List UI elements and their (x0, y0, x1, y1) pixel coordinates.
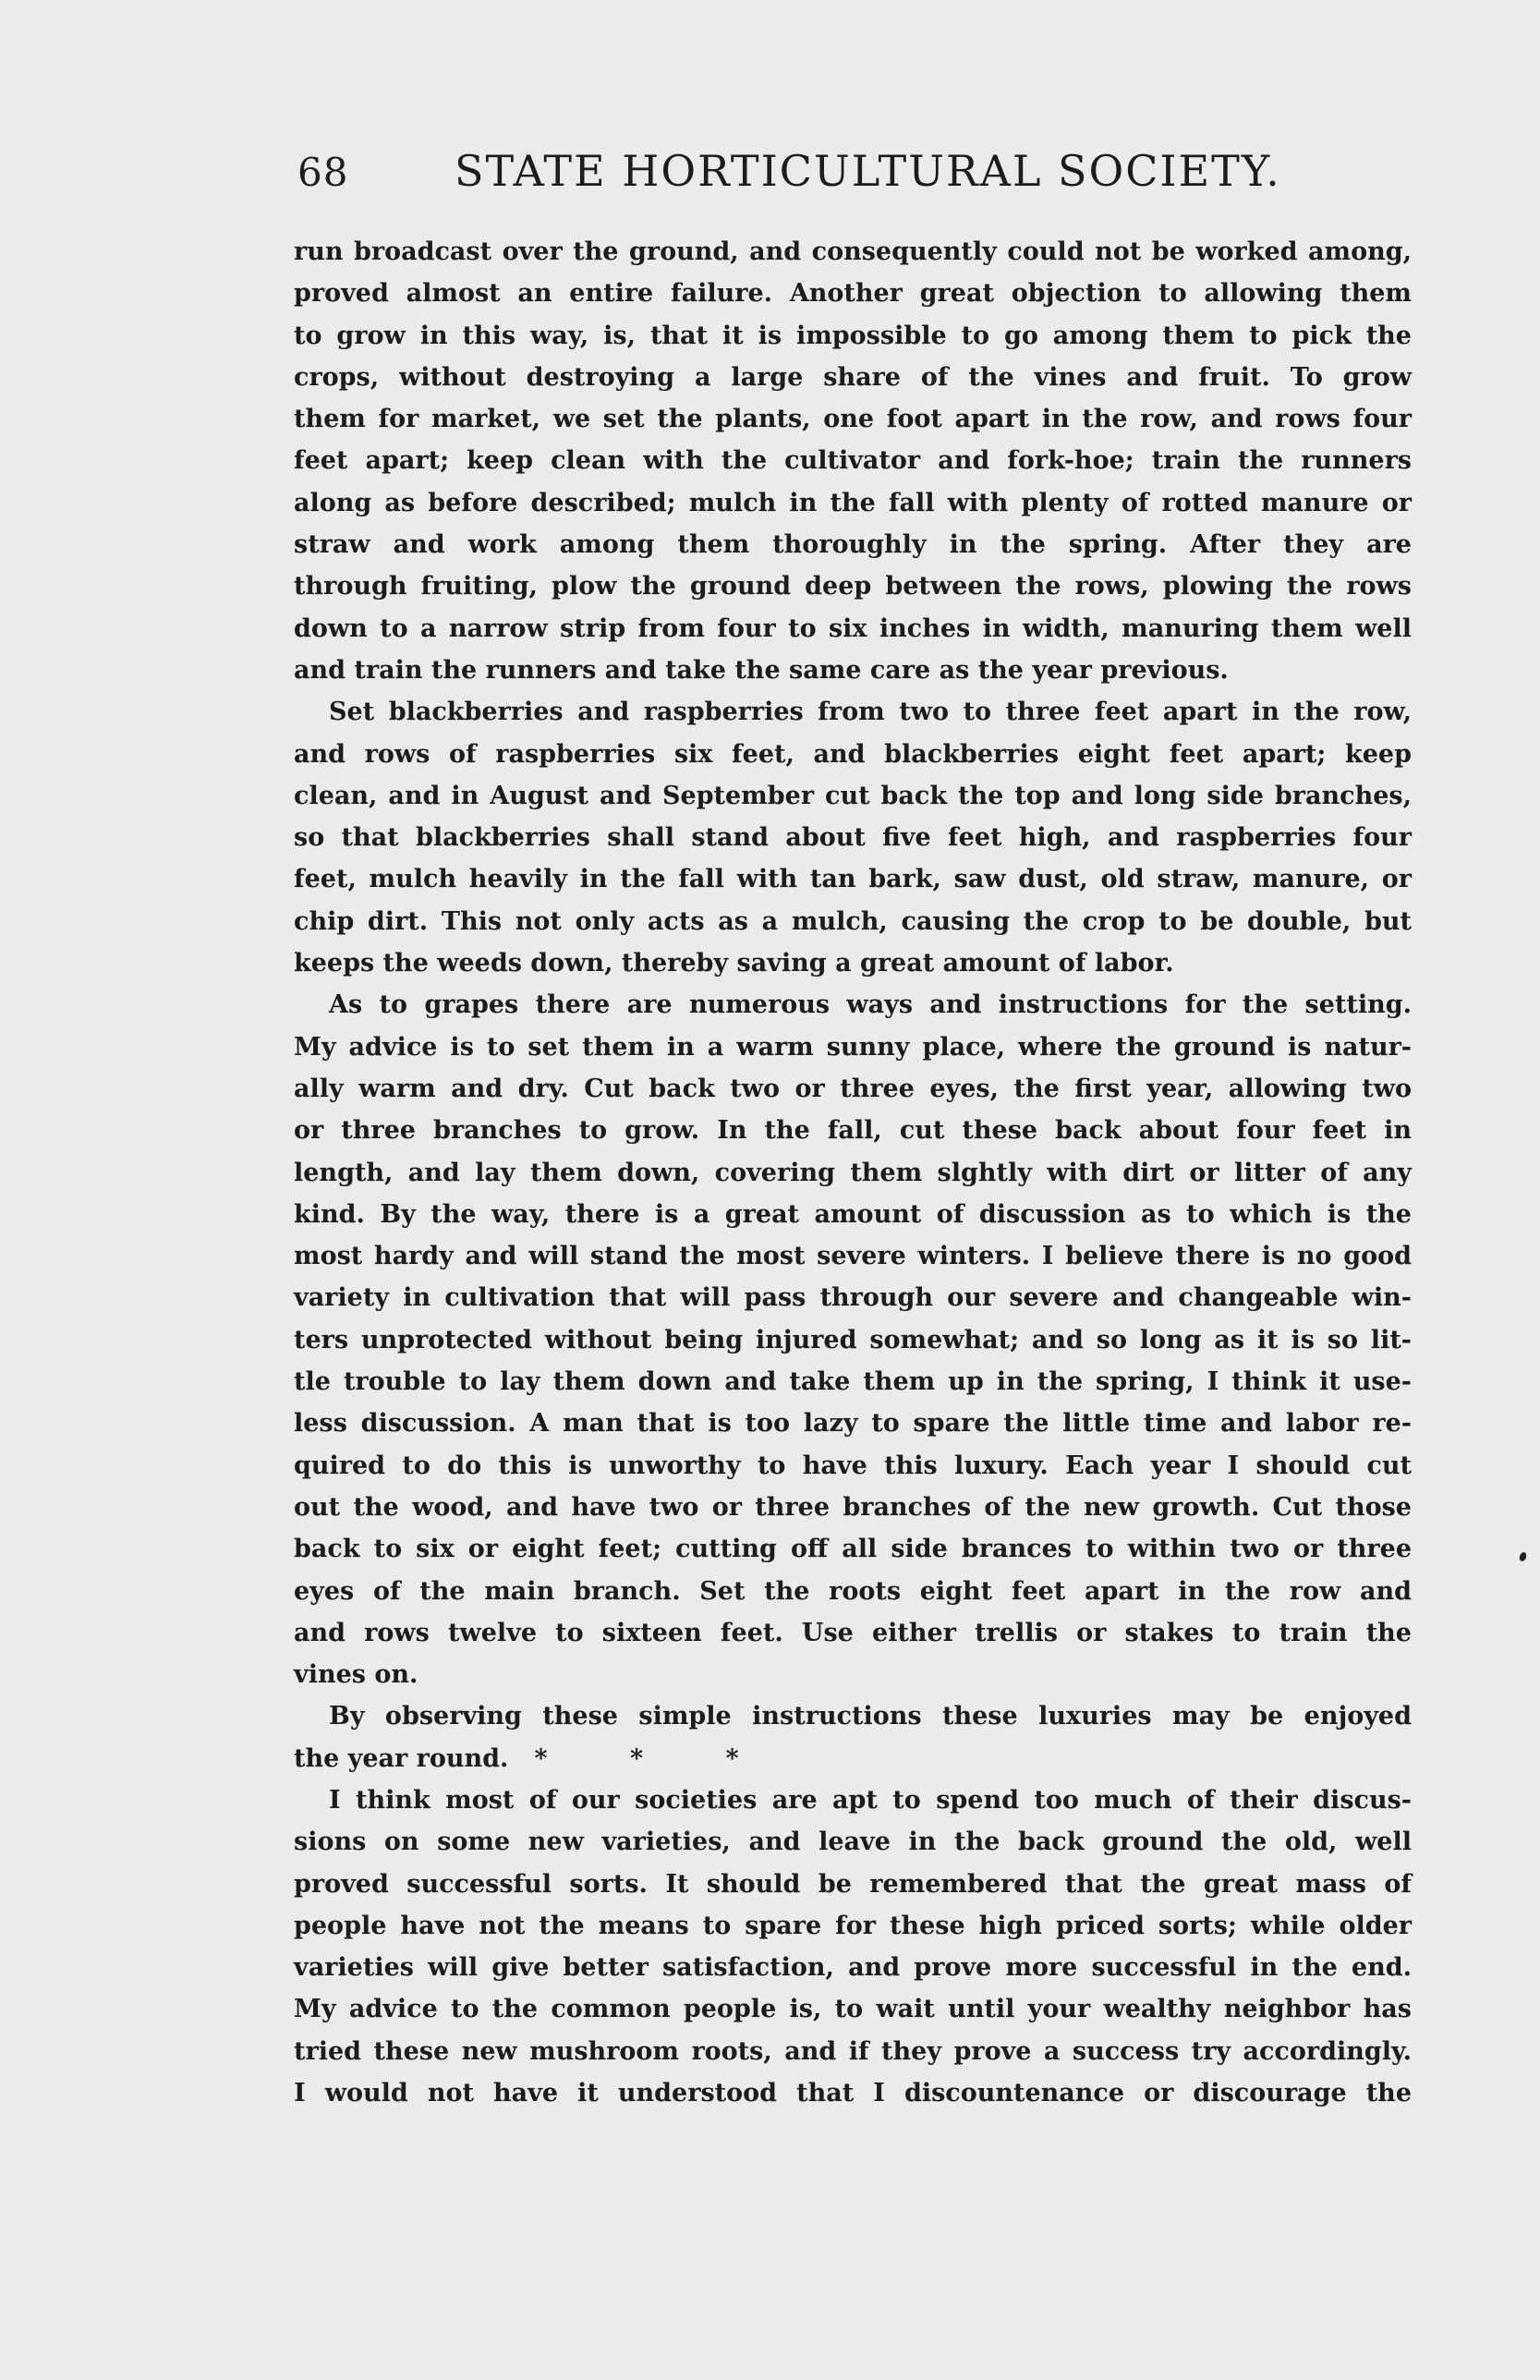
text-line (294, 1947, 1412, 1988)
text-line-content: out the wood, and have two or three branches of the new growth. Cut those (294, 1492, 1412, 1522)
text-line (294, 231, 1412, 273)
text-line-content: along as before described; mulch in the fall with plenty of rotted manure or (294, 488, 1412, 517)
text-line-content: varieties will give better satisfaction, and prove more successful in the end. (294, 1953, 1412, 1983)
text-line (294, 398, 1412, 440)
text-line (294, 1361, 1412, 1402)
text-line-content: them for market, we set the plants, one foot apart in the row, and rows four (294, 405, 1412, 434)
text-line (294, 650, 1412, 691)
text-line (294, 1319, 1412, 1361)
text-line-content: so that blackberries shall stand about five feet high, and raspberries four (294, 823, 1412, 853)
text-line (294, 482, 1412, 524)
text-line-content: sions on some new varieties, and leave in the back ground the old, well (294, 1828, 1412, 1857)
text-line-content: and rows twelve to sixteen feet. Use either trellis or stakes to train the (294, 1618, 1412, 1647)
text-line (294, 1277, 1412, 1318)
text-line-content: ters unprotected without being injured somewhat; and so long as it is so lit- (294, 1325, 1412, 1354)
text-line-content: the year round. (294, 1743, 509, 1773)
text-line (294, 691, 1412, 733)
text-line (294, 984, 1412, 1026)
text-line (294, 1612, 1412, 1654)
text-line (294, 1194, 1412, 1235)
text-line (294, 1235, 1412, 1277)
text-line (294, 1068, 1412, 1110)
text-line-content: I would not have it understood that I discountenance or discourage the (294, 2079, 1412, 2108)
text-line (294, 440, 1412, 481)
running-title: STATE HORTICULTURAL SOCIETY. (455, 146, 1281, 196)
text-line-content: vines on. (294, 1660, 418, 1690)
text-line-content: kind. By the way, there is a great amount of discussion as to which is the (294, 1199, 1412, 1229)
text-line-content: back to six or eight feet; cutting off all side brances to within two or three (294, 1535, 1412, 1564)
text-line (294, 315, 1412, 357)
text-line (294, 524, 1412, 565)
text-line-content: and rows of raspberries six feet, and blackberries eight feet apart; keep (294, 739, 1412, 769)
text-line-content: most hardy and will stand the most severe winters. I believe there is no good (294, 1242, 1412, 1271)
text-line-content: straw and work among them thoroughly in the spring. After they are (294, 530, 1412, 560)
section-break-stars: * * * (534, 1743, 776, 1773)
text-line (294, 1864, 1412, 1905)
text-line (294, 608, 1412, 650)
text-line (294, 817, 1412, 858)
page-number: 68 (297, 150, 349, 195)
text-line-content: As to grapes there are numerous ways and instructions for the setting. (329, 990, 1412, 1020)
text-line-content: clean, and in August and September cut back the top and long side branches, (294, 781, 1412, 810)
text-line (294, 1528, 1412, 1570)
text-line-content: or three branches to grow. In the fall, cut these back about four feet in (294, 1116, 1412, 1146)
text-line (294, 775, 1412, 817)
text-line (294, 2072, 1412, 2114)
margin-mark (1519, 1551, 1528, 1562)
text-line-content: Set blackberries and raspberries from two to three feet apart in the row, (329, 698, 1412, 727)
text-line (294, 901, 1412, 942)
text-line-content: feet apart; keep clean with the cultivator and fork-hoe; train the runners (294, 446, 1412, 476)
text-line-content: to grow in this way, is, that it is impossible to go among them to pick the (294, 321, 1412, 350)
text-line (294, 1445, 1412, 1487)
text-line (294, 1779, 1412, 1821)
body-text (294, 231, 1412, 2114)
text-line (294, 1110, 1412, 1151)
text-line (294, 1695, 1412, 1737)
text-line-content: through fruiting, plow the ground deep between the rows, plowing the rows (294, 572, 1412, 601)
text-line-content: tle trouble to lay them down and take them up in the spring, I think it use- (294, 1367, 1412, 1397)
text-line (294, 734, 1412, 775)
text-line-content: I think most of our societies are apt to spend too much of their discus- (329, 1785, 1412, 1815)
text-line-content: ally warm and dry. Cut back two or three eyes, the first year, allowing two (294, 1074, 1412, 1103)
text-line (294, 1026, 1412, 1068)
text-line (294, 273, 1412, 314)
text-line-content: down to a narrow strip from four to six inches in width, manuring them well (294, 613, 1412, 643)
text-line-content: keeps the weeds down, thereby saving a great amount of labor. (294, 949, 1174, 978)
text-line (294, 565, 1412, 607)
text-line (294, 1654, 1412, 1695)
text-line (294, 1152, 1412, 1194)
text-line (294, 1988, 1412, 2030)
text-line-content: run broadcast over the ground, and consequently could not be worked among, (294, 237, 1412, 266)
text-line (294, 1738, 1412, 1779)
text-line-content: less discussion. A man that is too lazy to spare the little time and labor re- (294, 1409, 1412, 1439)
text-line-content: proved successful sorts. It should be remembered that the great mass of (294, 1869, 1412, 1899)
text-line (294, 357, 1412, 398)
text-line-content: proved almost an entire failure. Another great objection to allowing them (294, 279, 1412, 309)
text-line-content: feet, mulch heavily in the fall with tan bark, saw dust, old straw, manure, or (294, 865, 1412, 894)
text-line (294, 1402, 1412, 1444)
text-line-content: and train the runners and take the same care as the year previous. (294, 655, 1229, 685)
text-line-content: My advice is to set them in a warm sunny place, where the ground is natur- (294, 1032, 1412, 1062)
page-header (297, 139, 1281, 212)
text-line-content: eyes of the main branch. Set the roots eight feet apart in the row and (294, 1576, 1412, 1606)
text-line-content: tried these new mushroom roots, and if they prove a success try accordingly. (294, 2036, 1412, 2066)
text-line (294, 942, 1412, 984)
text-line (294, 2031, 1412, 2072)
text-line-content: quired to do this is unworthy to have this luxury. Each year I should cut (294, 1451, 1412, 1480)
text-line-content: crops, without destroying a large share of the vines and fruit. To grow (294, 362, 1412, 392)
text-line (294, 1487, 1412, 1528)
text-line-content: By observing these simple instructions these luxuries may be enjoyed (329, 1702, 1412, 1731)
text-line (294, 1821, 1412, 1863)
text-line-content: people have not the means to spare for these high priced sorts; while older (294, 1911, 1412, 1940)
text-line-content: variety in cultivation that will pass through our severe and changeable win- (294, 1283, 1412, 1313)
text-line-content: My advice to the common people is, to wait until your wealthy neighbor has (294, 1995, 1412, 2024)
text-line (294, 1571, 1412, 1612)
text-line-content: chip dirt. This not only acts as a mulch, causing the crop to be double, but (294, 906, 1412, 936)
text-line (294, 1905, 1412, 1947)
text-line (294, 858, 1412, 900)
text-line-content: length, and lay them down, covering them slghtly with dirt or litter of any (294, 1158, 1412, 1187)
